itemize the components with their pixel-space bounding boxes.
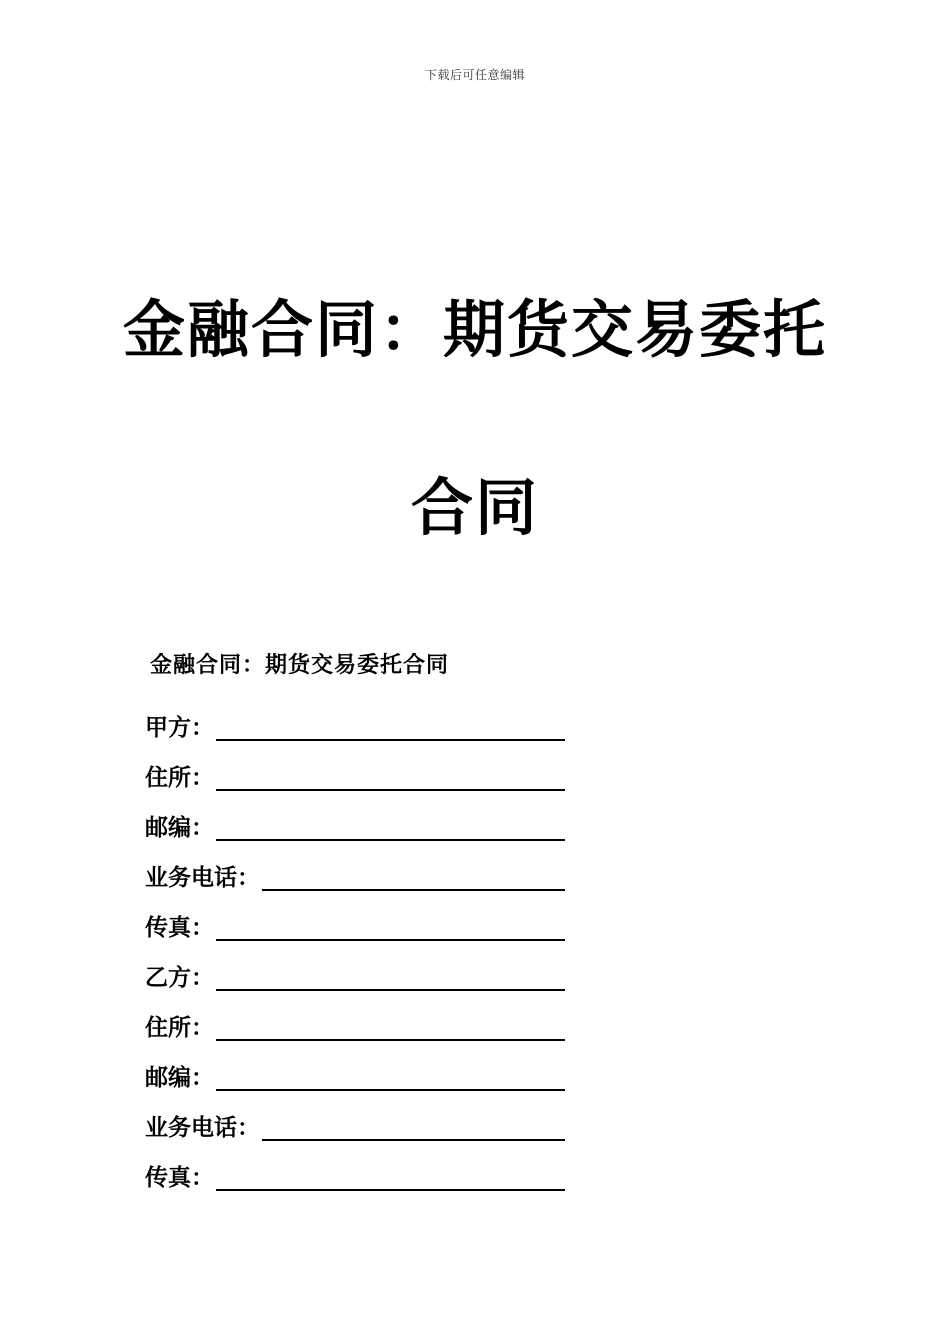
document-subtitle: 金融合同：期货交易委托合同 bbox=[150, 653, 450, 678]
blank-fill-line[interactable] bbox=[262, 1113, 565, 1141]
blank-fill-line[interactable] bbox=[216, 963, 565, 991]
field-party-b-phone bbox=[145, 1094, 565, 1144]
field-party-a bbox=[145, 694, 565, 744]
field-party-b-fax bbox=[145, 1144, 565, 1194]
blank-fill-line[interactable] bbox=[216, 763, 565, 791]
field-label: 甲方： bbox=[145, 715, 214, 741]
field-label: 乙方： bbox=[145, 965, 214, 991]
field-label: 住所： bbox=[145, 1015, 214, 1041]
field-party-a-address bbox=[145, 744, 565, 794]
blank-fill-line[interactable] bbox=[262, 863, 565, 891]
field-label: 传真： bbox=[145, 1165, 214, 1191]
field-party-a-postcode bbox=[145, 794, 565, 844]
blank-fill-line[interactable] bbox=[216, 713, 565, 741]
document-title-line-1: 金融合同：期货交易委托 bbox=[122, 293, 827, 366]
blank-fill-line[interactable] bbox=[216, 913, 565, 941]
field-label: 邮编： bbox=[145, 1065, 214, 1091]
field-party-a-fax bbox=[145, 894, 565, 944]
field-label: 业务电话： bbox=[145, 865, 260, 891]
blank-fill-line[interactable] bbox=[216, 813, 565, 841]
field-party-b-address bbox=[145, 994, 565, 1044]
field-label: 住所： bbox=[145, 765, 214, 791]
party-info-fields bbox=[145, 694, 565, 1194]
field-party-b-postcode bbox=[145, 1044, 565, 1094]
field-party-a-phone bbox=[145, 844, 565, 894]
field-party-b bbox=[145, 944, 565, 994]
document-title-line-2: 合同 bbox=[410, 471, 539, 544]
blank-fill-line[interactable] bbox=[216, 1163, 565, 1191]
blank-fill-line[interactable] bbox=[216, 1063, 565, 1091]
header-note: 下载后可任意编辑 bbox=[424, 68, 525, 82]
field-label: 邮编： bbox=[145, 815, 214, 841]
field-label: 业务电话： bbox=[145, 1115, 260, 1141]
blank-fill-line[interactable] bbox=[216, 1013, 565, 1041]
field-label: 传真： bbox=[145, 915, 214, 941]
